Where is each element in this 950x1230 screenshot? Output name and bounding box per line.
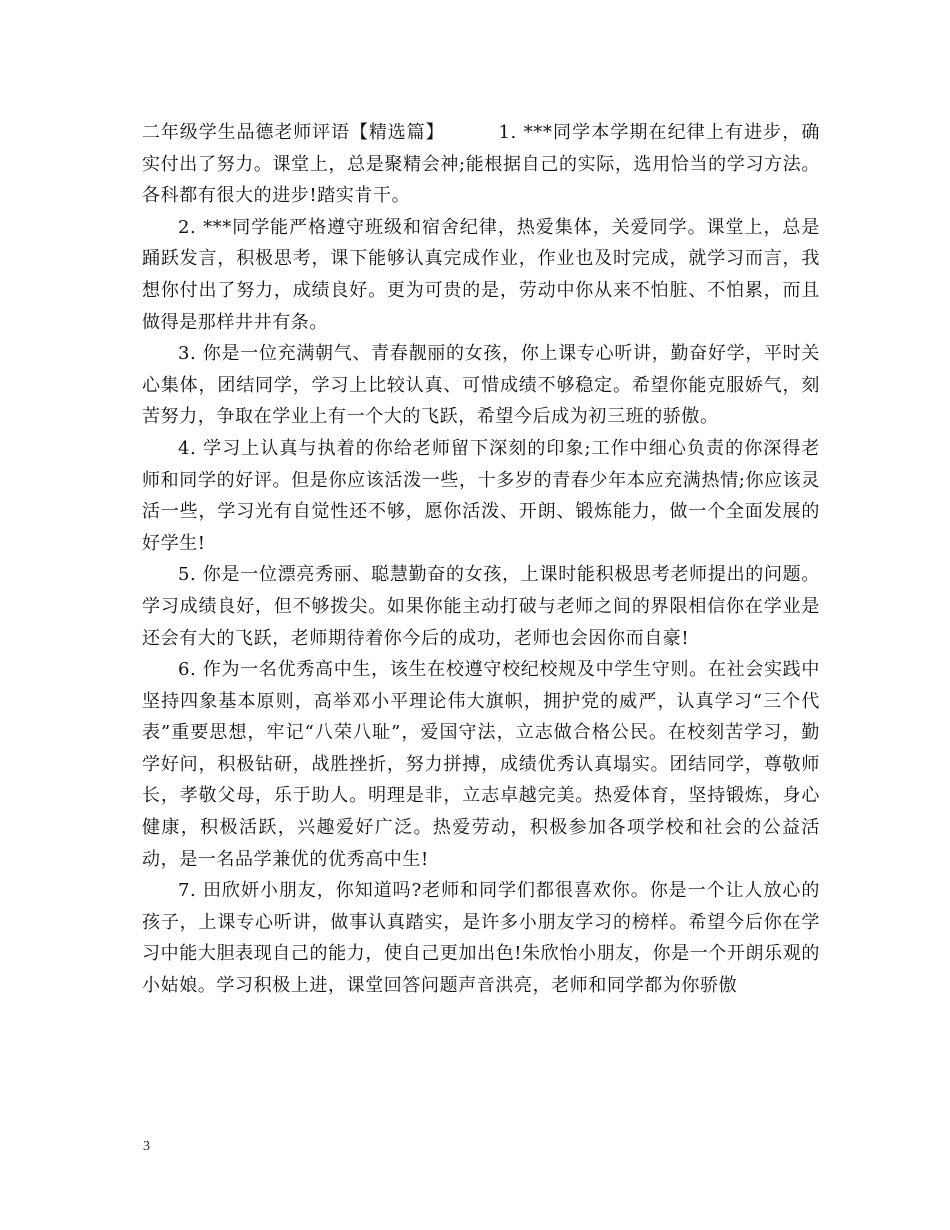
paragraph-1	[142, 117, 820, 212]
document-body	[142, 117, 820, 1002]
paragraph-1-text: 1. ***同学本学期在纪律上有进步，确实付出了努力。课堂上，总是聚精会神;能根据自己的实际，选用恰当的学习方法。各科都有很大的进步!踏实肯干。	[142, 122, 820, 207]
paragraph-5: 5. 你是一位漂亮秀丽、聪慧勤奋的女孩，上课时能积极思考老师提出的问题。学习成绩良好，但不够拨尖。如果你能主动打破与老师之间的界限相信你在学业是还会有大的飞跃，老师期待着你今后的成功，老师也会因你而自豪!	[142, 564, 820, 649]
paragraph-3: 3. 你是一位充满朝气、青春靓丽的女孩，你上课专心听讲，勤奋好学，平时关心集体，团结同学，学习上比较认真、可惜成绩不够稳定。希望你能克服娇气，刻苦努力，争取在学业上有一个大的飞跃，希望今后成为初三班的骄傲。	[142, 343, 820, 428]
paragraph-6: 6. 作为一名优秀高中生，该生在校遵守校纪校规及中学生守则。在社会实践中坚持四象基本原则，高举邓小平理论伟大旗帜，拥护党的威严，认真学习“三个代表”重要思想，牢记“八荣八耻”，爱国守法，立志做合格公民。在校刻苦学习，勤学好问，积极钻研，战胜挫折，努力拼搏，成绩优秀认真塌实。团结同学，尊敬师长，孝敬父母，乐于助人。明理是非，立志卓越完美。热爱体育，坚持锻炼，身心健康，积极活跃，兴趣爱好广泛。热爱劳动，积极参加各项学校和社会的公益活动，是一名品学兼优的优秀高中生!	[142, 659, 820, 870]
paragraph-2: 2. ***同学能严格遵守班级和宿舍纪律，热爱集体，关爱同学。课堂上，总是踊跃发言，积极思考，课下能够认真完成作业，作业也及时完成，就学习而言，我想你付出了努力，成绩良好。更为可贵的是，劳动中你从来不怕脏、不怕累，而且做得是那样井井有条。	[142, 216, 820, 333]
paragraph-7: 7. 田欣妍小朋友，你知道吗?老师和同学们都很喜欢你。你是一个让人放心的孩子，上课专心听讲，做事认真踏实，是许多小朋友学习的榜样。希望今后你在学习中能大胆表现自己的能力，使自己更加出色!朱欣怡小朋友，你是一个开朗乐观的小姑娘。学习积极上进，课堂回答问题声音洪亮，老师和同学都为你骄傲	[142, 880, 820, 997]
paragraph-4: 4. 学习上认真与执着的你给老师留下深刻的印象;工作中细心负责的你深得老师和同学的好评。但是你应该活泼一些，十多岁的青春少年本应充满热情;你应该灵活一些，学习光有自觉性还不够，愿你活泼、开朗、锻炼能力，做一个全面发展的好学生!	[142, 437, 820, 554]
page-number: 3	[143, 1139, 150, 1154]
document-title: 二年级学生品德老师评语【精选篇】	[142, 122, 445, 143]
